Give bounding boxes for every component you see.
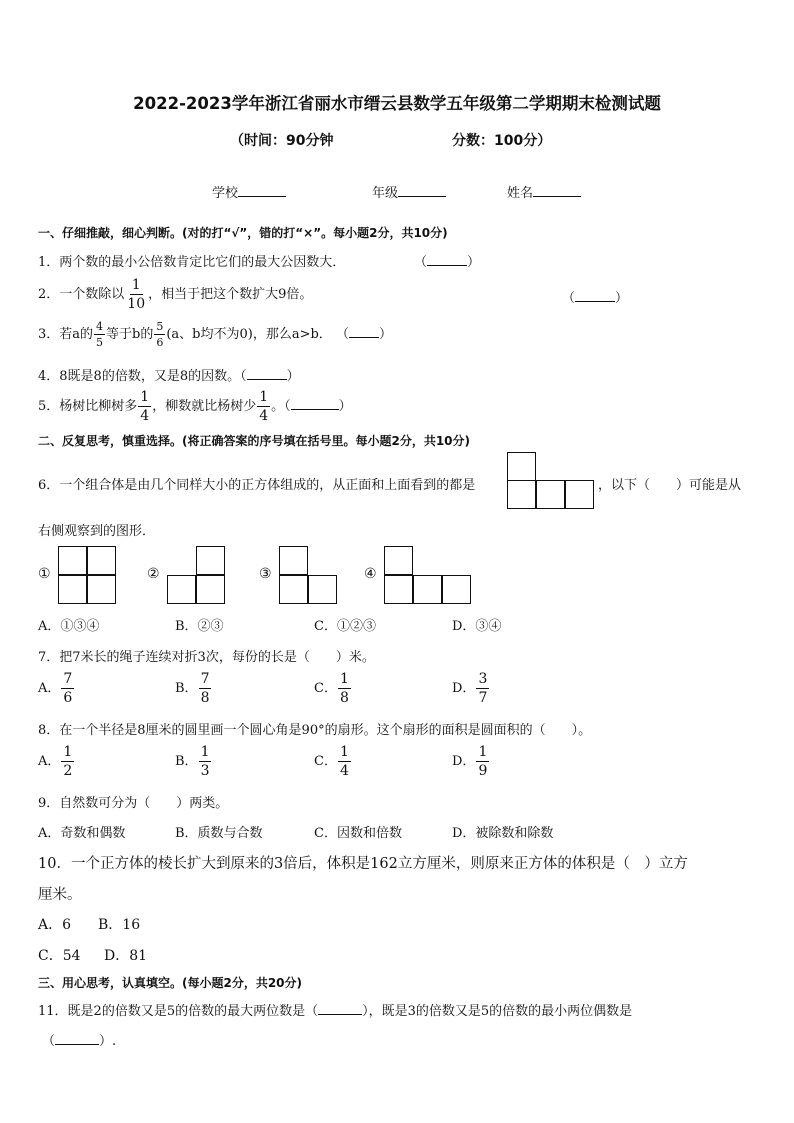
q10-option-c[interactable]: C．54 [38,948,81,964]
q7-option-c[interactable]: C． $\frac{1}{8}$ [314,671,349,706]
q6-option-b[interactable]: B．②③ [175,619,224,634]
question-6-text: 6．一个组合体是由几个同样大小的正方体组成的，从正面和上面看到的都是 [38,478,476,493]
question-5: 5．杨树比柳树多 $\frac{1}{4}$ ，柳数就比杨树少 $\frac{1}{4}$ 。（ ） [38,389,352,424]
q9-option-c[interactable]: C．因数和倍数 [314,826,402,841]
fraction: $\frac{1}{4}$ [259,389,269,424]
q6-option-d[interactable]: D．③④ [452,619,502,634]
q10-option-a[interactable]: A．6 [38,917,72,933]
q8-option-d[interactable]: D． $\frac{1}{9}$ [452,744,488,779]
grade-field: 年级 [372,182,446,201]
q9-option-d[interactable]: D．被除数和除数 [452,826,554,841]
q7-option-b[interactable]: B． $\frac{7}{8}$ [175,671,210,706]
q7-option-a[interactable]: A． $\frac{7}{6}$ [38,671,73,706]
q1-answer-blank: （ ） [414,255,481,270]
figure-label: ④ [364,566,377,582]
question-1: 1．两个数的最小公倍数肯定比它们的最大公因数大． [38,255,346,270]
question-10-line1: 10．一个正方体的棱长扩大到原来的3倍后，体积是162立方厘米，则原来正方体的体积是（ ）立方 [38,856,688,872]
q3-answer-blank: （ ） [335,327,392,342]
figure-label: ① [38,566,51,582]
time-label: （时间：90分钟 [230,133,334,149]
score-label: 分数：100分） [452,133,552,149]
question-10-line2: 厘米。 [38,887,82,903]
q8-option-c[interactable]: C． $\frac{1}{4}$ [314,744,349,779]
question-2: 2．一个数除以 $\frac{1}{10}$ ，相当于把这个数扩大9倍。 [38,277,313,312]
q10-option-b[interactable]: B．16 [98,917,141,933]
school-field: 学校 [212,182,286,201]
section-2-heading: 二、反复思考，慎重选择。(将正确答案的序号填在括号里。每小题2分，共10分) [38,434,471,448]
section-1-heading: 一、仔细推敲，细心判断。(对的打“√”，错的打“×”。每小题2分，共10分) [38,226,448,240]
fraction: $\frac{1}{10}$ [127,277,146,312]
section-3-heading: 三、用心思考，认真填空。(每小题2分，共20分) [38,976,303,990]
question-6-text-tail: ，以下（ ）可能是从 [598,478,742,493]
q6-option-a[interactable]: A．①③④ [38,619,100,634]
q9-option-a[interactable]: A．奇数和偶数 [38,826,126,841]
fraction: $\frac{1}{4}$ [140,389,150,424]
q4-answer-blank: （ ） [240,369,300,384]
q10-option-d[interactable]: D．81 [104,948,148,964]
question-3: 3．若a的 $\frac{4}{5}$ 等于b的 $\frac{5}{6}$ (a、b均不为0)，那么a>b． （ ） [38,320,392,349]
question-4: 4．8既是8的倍数，又是8的因数。（ ） [38,369,300,384]
q5-answer-blank: （ ） [284,399,352,414]
question-6-text-line2: 右侧观察到的图形． [38,524,156,539]
question-8: 8．在一个半径是8厘米的圆里画一个圆心角是90°的扇形。这个扇形的面积是圆面积的（ ）。 [38,723,592,738]
q8-option-b[interactable]: B． $\frac{1}{3}$ [175,744,210,779]
question-11: 11．既是2的倍数又是5的倍数的最大两位数是（ ），既是3的倍数又是5的倍数的最小两位偶数是 [38,1004,633,1019]
figure-label: ② [147,566,160,582]
fraction: $\frac{5}{6}$ [156,320,164,349]
q9-option-b[interactable]: B．质数与合数 [175,826,263,841]
question-7: 7．把7米长的绳子连续对折3次，每份的长是（ ）米。 [38,650,375,665]
q11-answer-blank-2: （ ）. [42,1034,117,1049]
name-field: 姓名 [507,182,581,201]
q2-answer-blank: （ ） [562,291,629,306]
question-9: 9．自然数可分为（ ）两类。 [38,796,229,811]
page-title: 2022-2023学年浙江省丽水市缙云县数学五年级第二学期期末检测试题 [133,94,661,113]
q6-option-c[interactable]: C．①②③ [314,619,376,634]
q8-option-a[interactable]: A． $\frac{1}{2}$ [38,744,73,779]
figure-label: ③ [259,566,272,582]
fraction: $\frac{4}{5}$ [96,320,104,349]
q7-option-d[interactable]: D． $\frac{3}{7}$ [452,671,488,706]
